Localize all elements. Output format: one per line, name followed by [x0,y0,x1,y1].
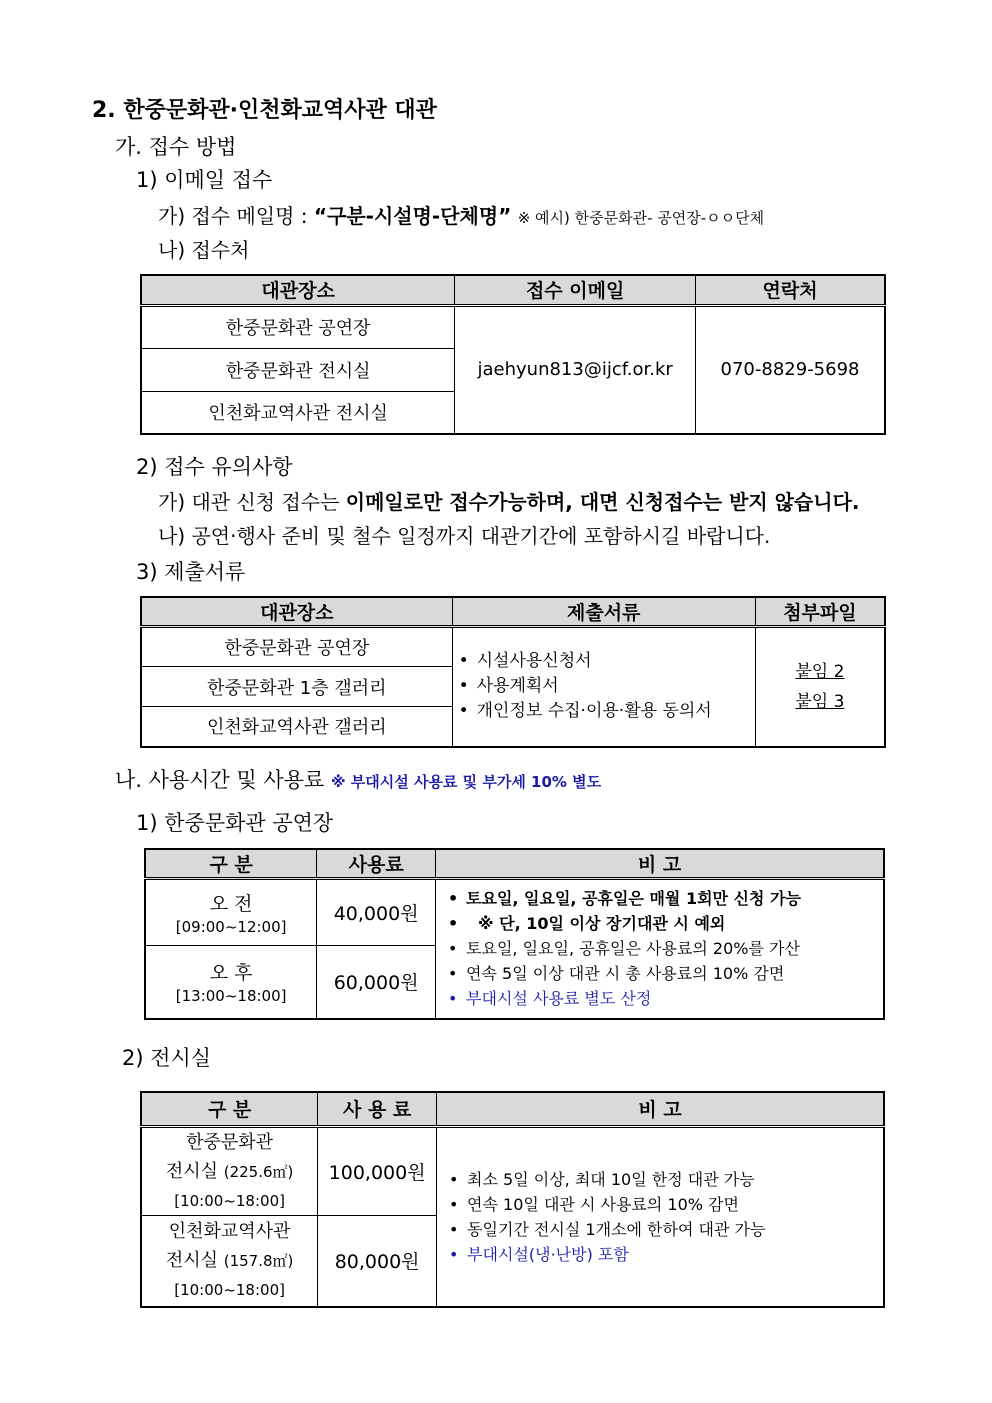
gallery-room-line [142,1157,317,1187]
subsection-na-title [115,764,601,794]
gallery-note: • 연속 10일 대관 시 사용료의 10% 감면 [449,1192,883,1217]
notice-title: 2) 접수 유의사항 [136,455,293,479]
gallery-fee-hanjoong: 100,000원 [318,1126,437,1215]
docs-venue: 인천화교역사관 갤러리 [141,707,452,747]
gallery-time: [10:00~18:00] [174,1191,285,1210]
hall-note: • 연속 5일 이상 대관 시 총 사용료의 10% 감면 [448,961,883,986]
gallery-header-fee: 사 용 료 [318,1092,437,1126]
hall-period-time: [09:00~12:00] [175,917,287,936]
email-subject-line [158,200,764,229]
documents-title: 3) 제출서류 [136,560,246,584]
gallery-area: (157.8㎡) [223,1252,294,1271]
gallery-fee-table [140,1091,885,1308]
hall-header-category: 구 분 [145,849,317,879]
contact-header-venue: 대관장소 [141,275,455,305]
gallery-area: (225.6㎡) [223,1162,294,1181]
gallery-header-notes: 비 고 [437,1092,884,1126]
contact-email[interactable]: jaehyun813@ijcf.or.kr [455,305,696,434]
usage-note: ※ 부대시설 사용료 및 부가세 10% 별도 [330,773,602,791]
hall-note-blue: • 부대시설 사용료 별도 산정 [448,986,883,1011]
hall-note-bold: • 토요일, 일요일, 공휴일은 매월 1회만 신청 가능 [448,886,883,911]
gallery-title: 2) 전시실 [122,1046,212,1070]
contact-venue: 인천화교역사관 전시실 [141,391,455,434]
gallery-venue-name: 한중문화관 [186,1131,274,1153]
gallery-notes [437,1167,883,1267]
usage-title: 나. 사용시간 및 사용료 [115,768,325,792]
hall-fee-table [144,848,885,1020]
notice-schedule: 나) 공연·행사 준비 및 철수 일정까지 대관기간에 포함하시길 바랍니다. [158,524,771,548]
hall-note-exception-text: ※ 단, 10일 이상 장기대관 시 예외 [478,914,726,934]
subsection-ga-title: 가. 접수 방법 [115,135,237,159]
contact-header-phone: 연락처 [696,275,885,305]
hall-fee-morning: 40,000원 [317,879,436,946]
gallery-room: 전시실 [165,1160,218,1182]
docs-venue: 한중문화관 1층 갤러리 [141,667,452,707]
gallery-header-category: 구 분 [141,1092,318,1126]
documents-table [140,596,886,748]
hall-notes [436,886,883,1011]
gallery-note-blue: • 부대시설(냉·난방) 포함 [449,1242,883,1267]
contact-phone: 070-8829-5698 [696,305,885,434]
gallery-row-history [141,1215,318,1307]
section-title: 2. 한중문화관·인천화교역사관 대관 [92,98,437,123]
gallery-fee-history: 80,000원 [318,1215,437,1307]
docs-item: • 시설사용신청서 [459,649,755,674]
hall-row-morning [145,879,317,946]
gallery-room-line [142,1246,317,1276]
docs-header-attach: 첨부파일 [755,597,885,627]
notice-email-prefix: 가) 대관 신청 접수는 [158,490,346,514]
gallery-venue-name: 인천화교역사관 [168,1221,291,1243]
gallery-room: 전시실 [165,1250,218,1272]
reception-title: 나) 접수처 [158,238,250,262]
hall-period-label: 오 후 [209,961,253,984]
notice-email-bold: 이메일로만 접수가능하며, 대면 신청접수는 받지 않습니다. [345,490,860,514]
email-subject-format: “구분-시설명-단체명” [313,204,512,228]
contact-venue: 한중문화관 전시실 [141,348,455,391]
gallery-time: [10:00~18:00] [174,1281,285,1300]
contact-table [140,274,886,435]
contact-header-email: 접수 이메일 [455,275,696,305]
gallery-note: • 최소 5일 이상, 최대 10일 한정 대관 가능 [449,1167,883,1192]
email-subject-example: ※ 예시) 한중문화관- 공연장-ㅇㅇ단체 [517,209,765,227]
hall-row-afternoon [145,946,317,1019]
docs-attach-cell [755,627,885,747]
contact-venue: 한중문화관 공연장 [141,305,455,348]
docs-venue: 한중문화관 공연장 [141,627,452,667]
docs-header-venue: 대관장소 [141,597,452,627]
hall-period-label: 오 전 [209,892,253,915]
docs-list-cell [452,627,755,747]
hall-fee-afternoon: 60,000원 [317,946,436,1019]
docs-header-docs: 제출서류 [452,597,755,627]
email-subject-prefix: 가) 접수 메일명 : [158,204,314,228]
hall-note-exception [448,911,883,936]
attachment-3-link[interactable]: 붙임 3 [795,691,845,712]
gallery-notes-cell [437,1126,884,1307]
gallery-row-hanjoong [141,1126,318,1215]
docs-item: • 사용계획서 [459,674,755,699]
item-email-title: 1) 이메일 접수 [136,168,273,192]
attachment-2-link[interactable]: 붙임 2 [795,661,845,682]
docs-item: • 개인정보 수집·이용·활용 동의서 [459,699,755,724]
hall-header-notes: 비 고 [436,849,884,879]
hall-period-time: [13:00~18:00] [175,986,287,1005]
hall-title: 1) 한중문화관 공연장 [136,811,334,835]
hall-note: • 토요일, 일요일, 공휴일은 사용료의 20%를 가산 [448,936,883,961]
notice-email-only [158,486,860,515]
docs-list [453,649,755,724]
hall-header-fee: 사용료 [317,849,436,879]
hall-notes-cell [436,879,884,1019]
gallery-note: • 동일기간 전시실 1개소에 한하여 대관 가능 [449,1217,883,1242]
